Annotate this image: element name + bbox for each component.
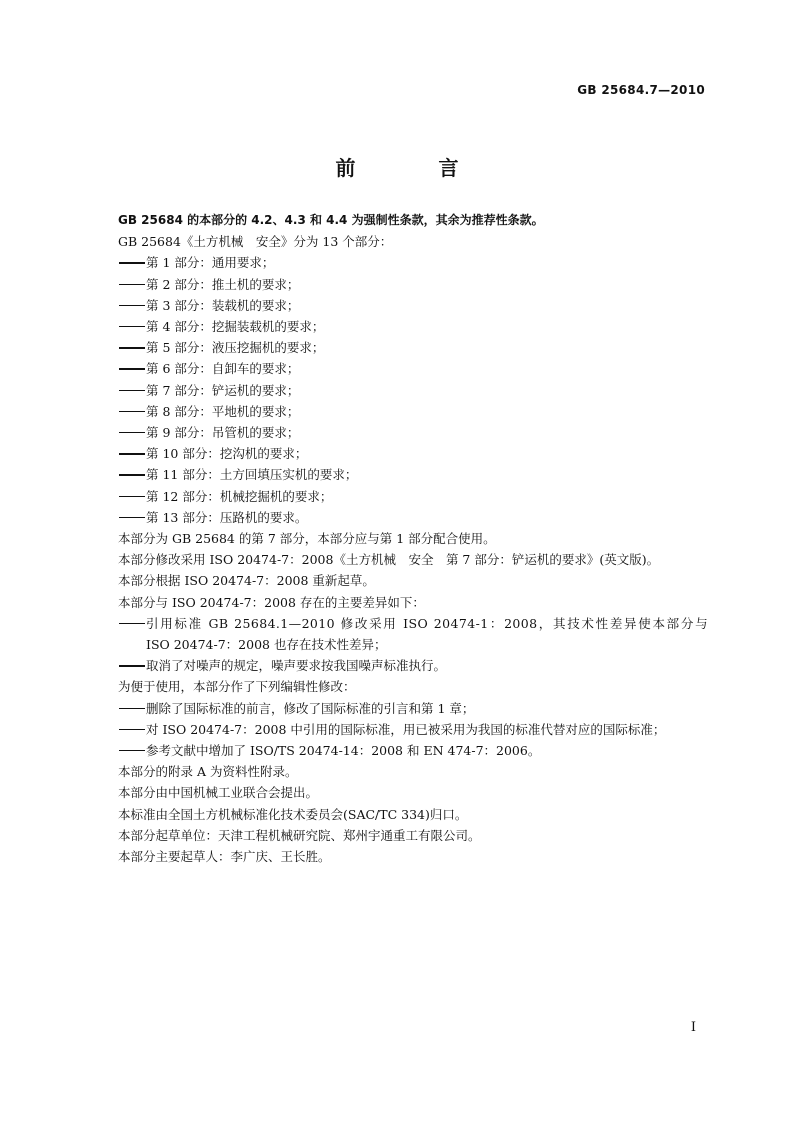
list-item-text: 删除了国际标准的前言，修改了国际标准的引言和第 1 章； [146,700,475,716]
foreword-body [118,210,708,867]
list-item [118,464,708,485]
list-item [118,274,708,295]
list-item [118,507,708,528]
list-item [118,655,708,676]
list-item-text: 引用标准 GB 25684.1—2010 修改采用 ISO 20474-1：2008，其技术性差异使本部分与 [146,615,708,631]
list-item [118,443,708,464]
page-title: 前 言 [335,156,497,180]
list-item-text: 第 2 部分：推土机的要求； [146,276,300,292]
differences-intro: 本部分与 ISO 20474-7：2008 存在的主要差异如下： [118,594,425,610]
parts-list [118,252,708,528]
list-item-text: 第 11 部分：土方回填压实机的要求； [146,467,358,483]
mandatory-clause-note: GB 25684 的本部分的 4.2、4.3 和 4.4 为强制性条款，其余为推荐性条款。 [118,213,544,227]
list-item-text: 第 5 部分：液压挖掘机的要求； [146,340,325,356]
list-item [118,380,708,401]
list-item-text: 取消了对噪声的规定，噪声要求按我国噪声标准执行。 [146,658,447,674]
list-item [118,719,708,740]
list-item [118,337,708,358]
list-item-text: 第 1 部分：通用要求； [146,255,275,271]
standard-number: GB 25684.7—2010 [577,83,705,97]
editorial-intro: 为便于使用，本部分作了下列编辑性修改： [118,679,356,695]
drafting-units-note: 本部分起草单位：天津工程机械研究院、郑州宇通重工有限公司。 [118,827,481,843]
annex-note: 本部分的附录 A 为资料性附录。 [118,764,298,780]
proposed-by-note: 本部分由中国机械工业联合会提出。 [118,785,319,801]
list-item-text: 第 6 部分：自卸车的要求； [146,361,300,377]
list-item [118,422,708,443]
list-item-text: 第 10 部分：挖沟机的要求； [146,446,308,462]
list-item-text: 第 3 部分：装载机的要求； [146,297,300,313]
list-item [118,316,708,337]
list-item [118,358,708,379]
list-item [118,295,708,316]
list-item-text: 第 9 部分：吊管机的要求； [146,425,300,441]
list-item-text: 对 ISO 20474-7：2008 中引用的国际标准，用已被采用为我国的标准代替对应的国际标准； [146,721,666,737]
list-item-text: 第 13 部分：压路机的要求。 [146,509,308,525]
list-item-text: 第 4 部分：挖掘装载机的要求； [146,319,325,335]
drafters-note: 本部分主要起草人：李广庆、王长胜。 [118,849,331,865]
list-item [118,698,708,719]
list-item-text: 第 7 部分：铲运机的要求； [146,382,300,398]
list-item-text-continued: ISO 20474-7：2008 也存在技术性差异； [146,637,387,653]
list-item [118,486,708,507]
redrafted-note: 本部分根据 ISO 20474-7：2008 重新起草。 [118,573,375,589]
list-item [118,613,708,655]
list-item [118,401,708,422]
list-item-text: 第 8 部分：平地机的要求； [146,403,300,419]
series-intro: GB 25684《土方机械 安全》分为 13 个部分： [118,234,393,250]
page-number: I [690,1020,696,1035]
list-item [118,252,708,273]
list-item-text: 参考文献中增加了 ISO/TS 20474-14：2008 和 EN 474-7：2006。 [146,743,541,759]
part7-note: 本部分为 GB 25684 的第 7 部分，本部分应与第 1 部分配合使用。 [118,531,496,547]
list-item-text: 第 12 部分：机械挖掘机的要求； [146,488,333,504]
modified-adoption-note: 本部分修改采用 ISO 20474-7：2008《土方机械 安全 第 7 部分：铲运机的要求》(英文版)。 [118,552,660,568]
managed-by-note: 本标准由全国土方机械标准化技术委员会(SAC/TC 334)归口。 [118,806,468,822]
list-item [118,740,708,761]
